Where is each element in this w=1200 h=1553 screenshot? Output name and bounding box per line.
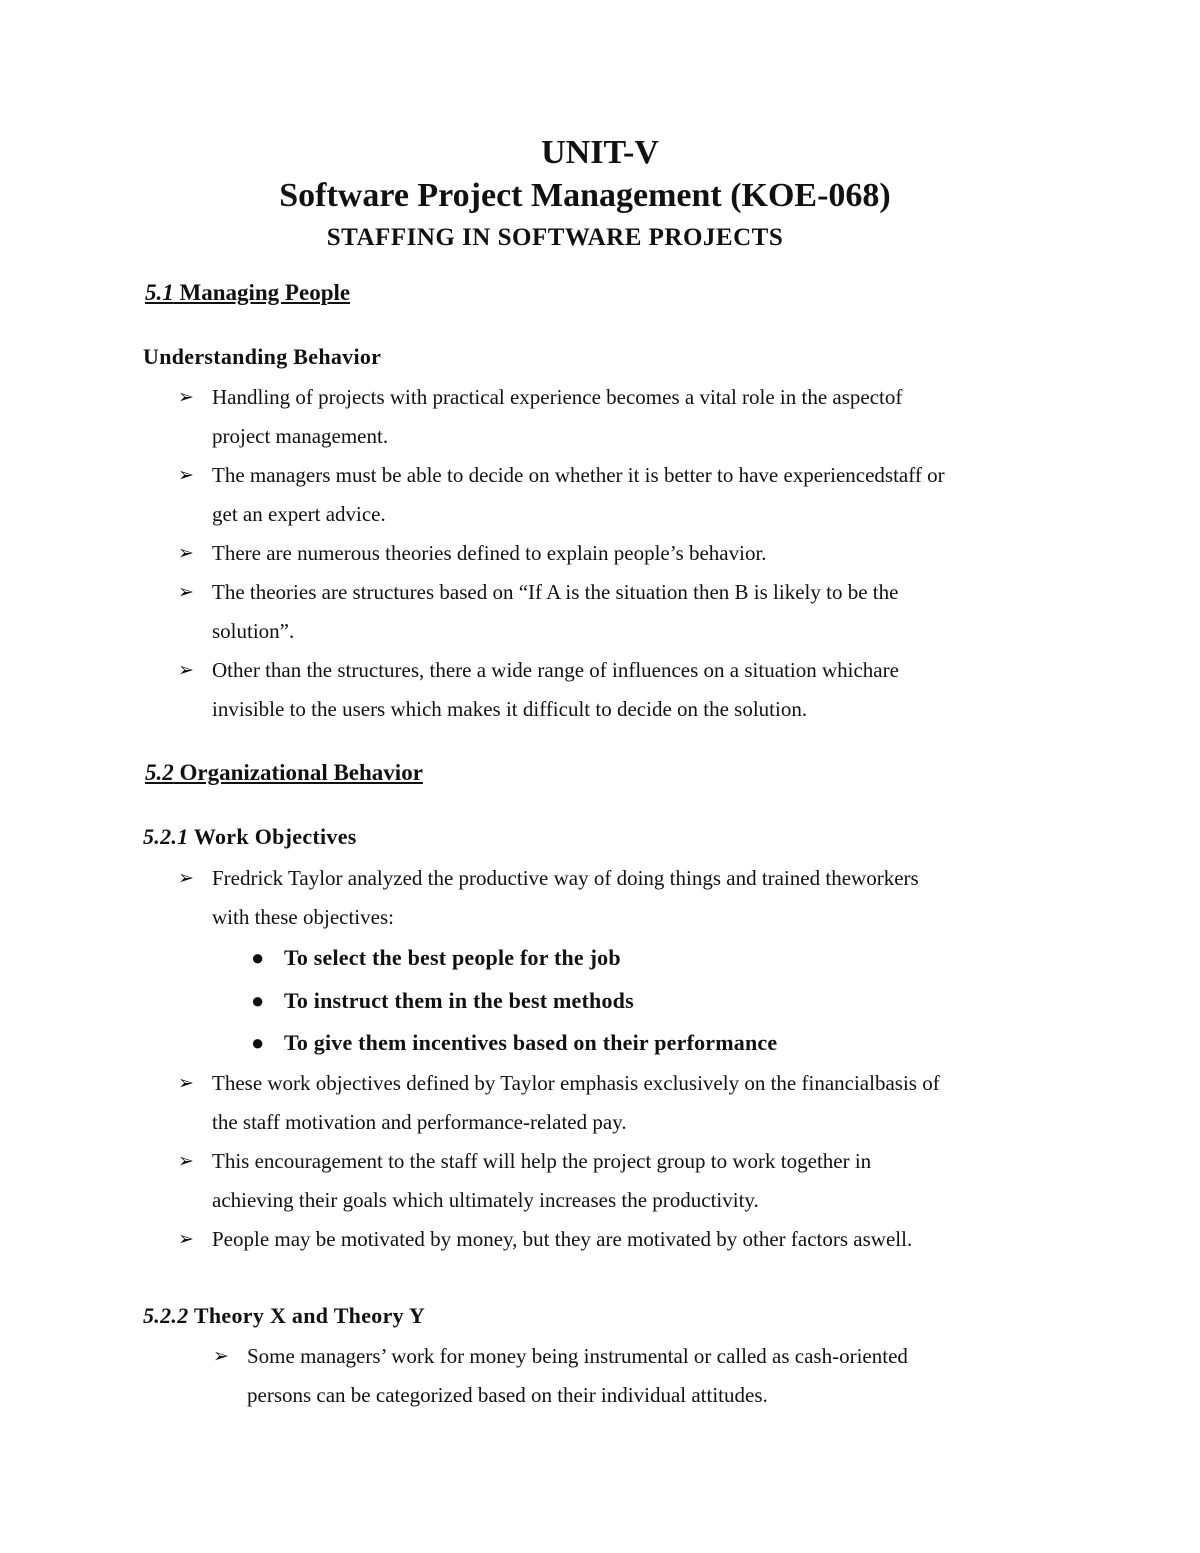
subsection-title: Theory X and Theory Y: [193, 1303, 426, 1328]
arrowhead-bullet-icon: ➢: [178, 582, 194, 603]
subheading-5-2-2: [143, 1301, 425, 1331]
arrowhead-bullet-icon: ➢: [178, 387, 194, 408]
arrowhead-bullet-icon: ➢: [178, 543, 194, 564]
objective-text: To give them incentives based on their performance: [284, 1030, 778, 1055]
arrowhead-bullet-icon: ➢: [178, 1073, 194, 1094]
bullet-item: [178, 1142, 872, 1220]
bullet-line: The managers must be able to decide on whether it is better to have experiencedstaff or: [212, 463, 945, 487]
section-heading-5-2: [145, 758, 423, 788]
section-title: Managing People: [179, 280, 351, 305]
bullet-line: There are numerous theories defined to explain people’s behavior.: [212, 541, 767, 565]
round-bullet-icon: ●: [251, 945, 265, 970]
bullet-line: get an expert advice.: [212, 502, 386, 526]
objective-item: [251, 986, 634, 1016]
bullet-line: project management.: [212, 424, 389, 448]
unit-title: UNIT-V: [541, 134, 659, 171]
course-title: Software Project Management (KOE-068): [279, 177, 891, 214]
round-bullet-icon: ●: [251, 1030, 265, 1055]
bullet-item: [178, 859, 919, 937]
subsection-number: 5.2.2: [143, 1303, 189, 1328]
bullet-line: Fredrick Taylor analyzed the productive way of doing things and trained theworkers: [212, 866, 919, 890]
bullet-line: Other than the structures, there a wide range of influences on a situation whichare: [212, 658, 899, 682]
bullet-item: [178, 573, 899, 651]
section-number: 5.1: [145, 280, 174, 305]
bullet-item: [178, 378, 903, 456]
subheading-understanding-behavior: Understanding Behavior: [143, 344, 382, 369]
objective-item: [251, 943, 621, 973]
objective-text: To select the best people for the job: [284, 945, 621, 970]
bullet-line: Handling of projects with practical experience becomes a vital role in the aspectof: [212, 385, 903, 409]
section-heading-5-1: [145, 278, 350, 308]
bullet-line: achieving their goals which ultimately increases the productivity.: [212, 1188, 759, 1212]
bullet-item: [213, 1337, 908, 1415]
bullet-line: People may be motivated by money, but they are motivated by other factors aswell.: [212, 1227, 913, 1251]
topic-title: STAFFING IN SOFTWARE PROJECTS: [326, 224, 784, 251]
bullet-line: solution”.: [212, 619, 295, 643]
arrowhead-bullet-icon: ➢: [178, 1229, 194, 1250]
arrowhead-bullet-icon: ➢: [178, 660, 194, 681]
bullet-item: [178, 651, 899, 729]
bullet-item: [178, 1064, 940, 1142]
arrowhead-bullet-icon: ➢: [178, 868, 194, 889]
arrowhead-bullet-icon: ➢: [178, 1151, 194, 1172]
bullet-line: the staff motivation and performance-related pay.: [212, 1110, 627, 1134]
bullet-line: These work objectives defined by Taylor emphasis exclusively on the financialbasis of: [212, 1071, 940, 1095]
bullet-line: This encouragement to the staff will help the project group to work together in: [212, 1149, 872, 1173]
section-number: 5.2: [145, 760, 174, 785]
arrowhead-bullet-icon: ➢: [178, 465, 194, 486]
bullet-line: invisible to the users which makes it difficult to decide on the solution.: [212, 697, 808, 721]
arrowhead-bullet-icon: ➢: [213, 1346, 229, 1367]
bullet-item: [178, 456, 945, 534]
bullet-item: [178, 534, 767, 573]
subsection-title: Work Objectives: [193, 824, 357, 849]
bullet-line: The theories are structures based on “If A is the situation then B is likely to be the: [212, 580, 899, 604]
round-bullet-icon: ●: [251, 988, 265, 1013]
subsection-number: 5.2.1: [143, 824, 189, 849]
objective-text: To instruct them in the best methods: [284, 988, 634, 1013]
section-title: Organizational Behavior: [179, 760, 423, 785]
bullet-line: persons can be categorized based on their individual attitudes.: [247, 1383, 768, 1407]
bullet-line: with these objectives:: [212, 905, 394, 929]
subheading-5-2-1: [143, 822, 357, 852]
bullet-line: Some managers’ work for money being instrumental or called as cash-oriented: [247, 1344, 908, 1368]
objective-item: [251, 1028, 778, 1058]
bullet-item: [178, 1220, 913, 1259]
